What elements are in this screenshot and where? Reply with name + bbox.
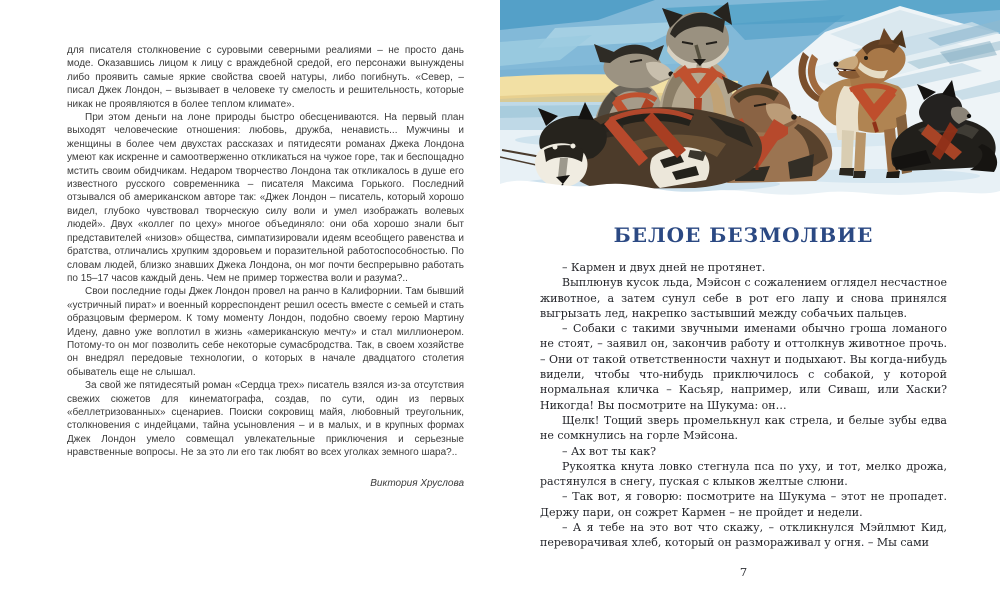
right-page bbox=[540, 260, 947, 579]
paragraph: Рукоятка кнута ловко стегнула пса по уху, и тот, мелко дрожа, растянулся в снегу, пуская с клыков желтые слюни. bbox=[540, 459, 947, 489]
chapter-title: БЕЛОЕ БЕЗМОЛВИЕ bbox=[613, 223, 874, 247]
paragraph: – Ах вот ты как? bbox=[562, 444, 656, 458]
paragraph: При этом деньги на лоне природы быстро обесцениваются. На первый план выходят человеческие отношения: любовь, дружба, ненависть... Мужчины и женщины в более чем двухстах рассказах и пятидесяти романах Джека Лондона умеют как искренне и самоотверженно откликаться на чужое горе, так и беспощадно мстить своим обидчикам. Недаром творчество Лондона так откликалось в душе его известного русского современника – писателя Максима Горького. Последний отзывался об американском авторе так: «Джек Лондон – писатель, который хорошо видел, глубоко чувствовал творческую силу воли и умел изображать волевых людей». Двух «коллег по цеху» многое объединяло: они оба хорошо знали быт представителей «низов» общества, симпатизировали идеям всеобщего равенства и братства, отличались хрупким здоровьем и поразительной работоспособностью. По словам людей, близко знавших Джека Лондона, он мог почти беспрерывно работать по 15–17 часов каждый день. Чем не пример торжества воли и разума?.. bbox=[67, 112, 464, 284]
paragraph: – Так вот, я говорю: посмотрите на Шукума – этот не пропадет. Держу пари, он сожрет Кармен – не пройдет и недели. bbox=[540, 490, 947, 519]
paragraph: – А я тебе на это вот что скажу, – откликнулся Мэйлмют Кид, переворачивая хлеб, который он размораживал у огня. – Мы сами bbox=[540, 521, 947, 550]
paragraph: Выплюнув кусок льда, Мэйсон с сожалением оглядел несчастное животное, а затем сунул себе в рот его лапу и снова принялся выгрызать лед, накрепко застывший между собачьих пальцев. bbox=[540, 276, 947, 320]
paragraph: для писателя столкновение с суровыми северными реалиями – не просто дань моде. Оказавшись лицом к лицу с враждебной средой, его персонажи вынуждены либо проявить самые яркие свойства своей натуры, либо погибнуть. «Север, – писал Джек Лондон, – вызывает в человеке ту смелость и решительность, которые никак не проявляются в более теплом климате». bbox=[67, 45, 464, 110]
left-page bbox=[67, 44, 464, 489]
foreword-text bbox=[67, 44, 464, 460]
story-text bbox=[540, 260, 947, 551]
sled-dogs-illustration bbox=[500, 0, 1000, 205]
paragraph: – Кармен и двух дней не протянет. bbox=[562, 261, 766, 274]
page-number: 7 bbox=[739, 564, 748, 579]
paragraph: Щелк! Тощий зверь промелькнул как стрела, и белые зубы едва не сомкнулись на горле Мэйсона. bbox=[540, 413, 947, 443]
paragraph: Свои последние годы Джек Лондон провел на ранчо в Калифорнии. Там бывший «устричный пират» и военный корреспондент решил осесть вместе с семьей и стать образцовым фермером. К тому моменту Лондон, подобно своему герою Мартину Идену, давно уже воплотил в жизнь «американскую мечту» и стал миллионером. Потому-то он мог позволить себе некоторые сумасбродства. Так, в своем хозяйстве он внедрял передовые технологии, о которых в начале двадцатого столетия обыватель еще не слышал. bbox=[67, 286, 464, 378]
paragraph: За свой же пятидесятый роман «Сердца трех» писатель взялся из-за отсутствия свежих сюжетов для кинематографа, создав, по сути, один из первых «беллетризованных» сценариев. Поиски сокровищ майя, любовный треугольник, столкновения с индейцами, тайна усыновления – и в малых, и в крупных формах Джек Лондон умело совмещал увлекательные приключения и серьезные нравственные вопросы. Не за это ли его так любят во всех уголках земного шара?.. bbox=[67, 380, 464, 459]
paragraph: – Собаки с такими звучными именами обычно гроша ломаного не стоят, – заявил он, закончив работу и оттолкнув животное прочь. – Они от такой ответственности чахнут и подыхают. Вы когда-нибудь видели, чтобы что-нибудь приключилось с собакой, у которой нормальная кличка – Касьяр, например, или Сиваш, или Хаски? Никогда! Вы посмотрите на Шукума: он… bbox=[540, 322, 947, 412]
author-signature: Виктория Хруслова bbox=[370, 477, 464, 489]
